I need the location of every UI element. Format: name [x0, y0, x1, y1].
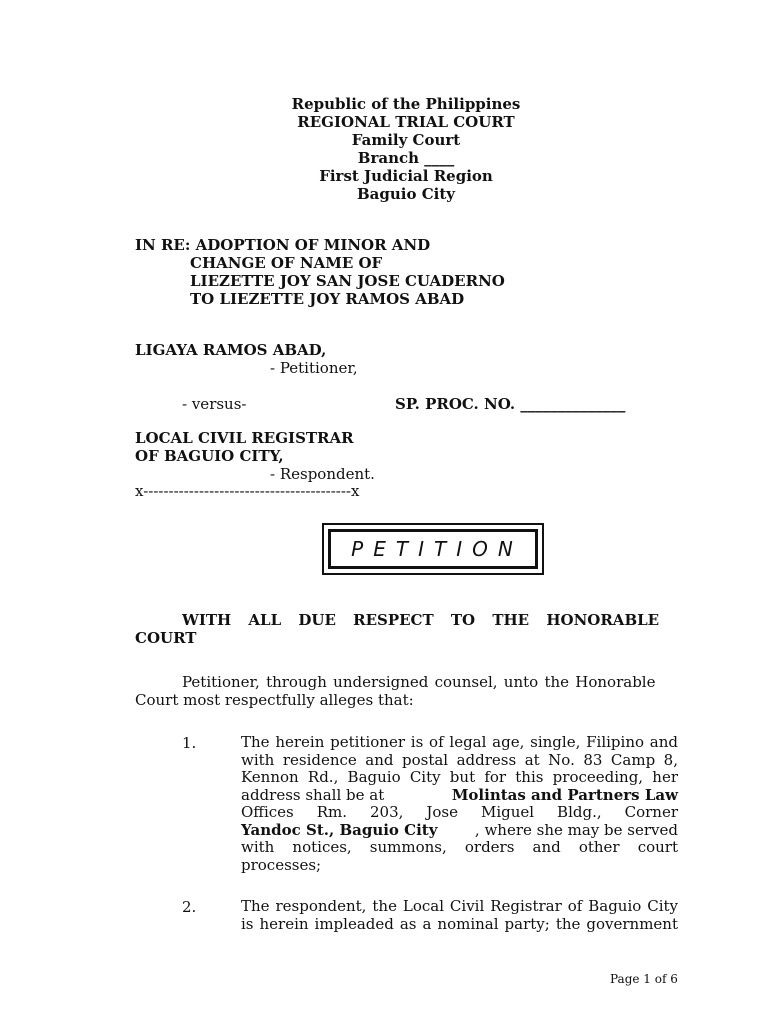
item-bold-line: Offices Rm. 203, Jose Miguel Bldg., Corner [241, 803, 678, 821]
case-title-line: IN RE: ADOPTION OF MINOR AND [135, 236, 431, 254]
respondent-name-line: LOCAL CIVIL REGISTRAR [135, 429, 354, 447]
item-number: 1. [182, 734, 197, 752]
item-number: 2. [182, 898, 197, 916]
item-line: is herein impleaded as a nominal party; the government [241, 914, 678, 933]
item-bold-text: Molintas and Partners Law [451, 785, 678, 804]
salutation-text: WITH ALL DUE RESPECT TO THE HONORABLE [182, 611, 660, 629]
caption-line: Republic of the Philippines [291, 95, 521, 113]
item-bold-text: Yandoc St., Baguio City [241, 820, 438, 839]
item-line: processes; [241, 855, 322, 874]
page-number: Page 1 of 6 [610, 972, 678, 986]
intro-line: Petitioner, through undersigned counsel, unto the Honorable [182, 673, 656, 691]
item-line: with residence and postal address at No. 83 Camp 8, [241, 750, 678, 769]
item-line [241, 787, 678, 805]
caption-line: Family Court [351, 131, 461, 149]
item-line: Kennon Rd., Baguio City but for this proceeding, her [241, 768, 678, 786]
salutation-line: COURT [135, 629, 197, 647]
caption-line: Branch ____ [357, 149, 455, 167]
salutation-line [182, 611, 678, 629]
versus-label: - versus- [182, 395, 247, 413]
item-body [241, 734, 678, 874]
caption-line: Baguio City [357, 185, 455, 203]
document-title-box [322, 523, 544, 575]
case-title-line: LIEZETTE JOY SAN JOSE CUADERNO [190, 272, 505, 290]
item-text: , where she may be served [474, 820, 678, 839]
document-title-inner-frame [328, 529, 538, 569]
item-body [241, 898, 678, 933]
respondent-name-line: OF BAGUIO CITY, [135, 447, 284, 465]
document-title: PETITION [351, 537, 523, 561]
item-line [241, 822, 678, 840]
intro-line: Court most respectfully alleges that: [135, 691, 414, 709]
case-title-line: TO LIEZETTE JOY RAMOS ABAD [190, 290, 465, 308]
item-text: address shall be at [241, 785, 390, 804]
case-title-line: CHANGE OF NAME OF [190, 254, 383, 272]
petitioner-name: LIGAYA RAMOS ABAD, [135, 341, 327, 359]
item-line: The herein petitioner is of legal age, single, Filipino and [241, 733, 678, 751]
item-line: The respondent, the Local Civil Registrar of Baguio City [241, 897, 678, 915]
case-number: SP. PROC. NO. ______________ [395, 395, 626, 413]
caption-separator: x-----------------------------------------x [135, 482, 360, 500]
caption-line: REGIONAL TRIAL COURT [297, 113, 515, 131]
respondent-role: - Respondent. [270, 465, 375, 483]
caption-line: First Judicial Region [319, 167, 493, 185]
petitioner-role: - Petitioner, [270, 359, 358, 377]
item-line: with notices, summons, orders and other court [241, 838, 678, 856]
